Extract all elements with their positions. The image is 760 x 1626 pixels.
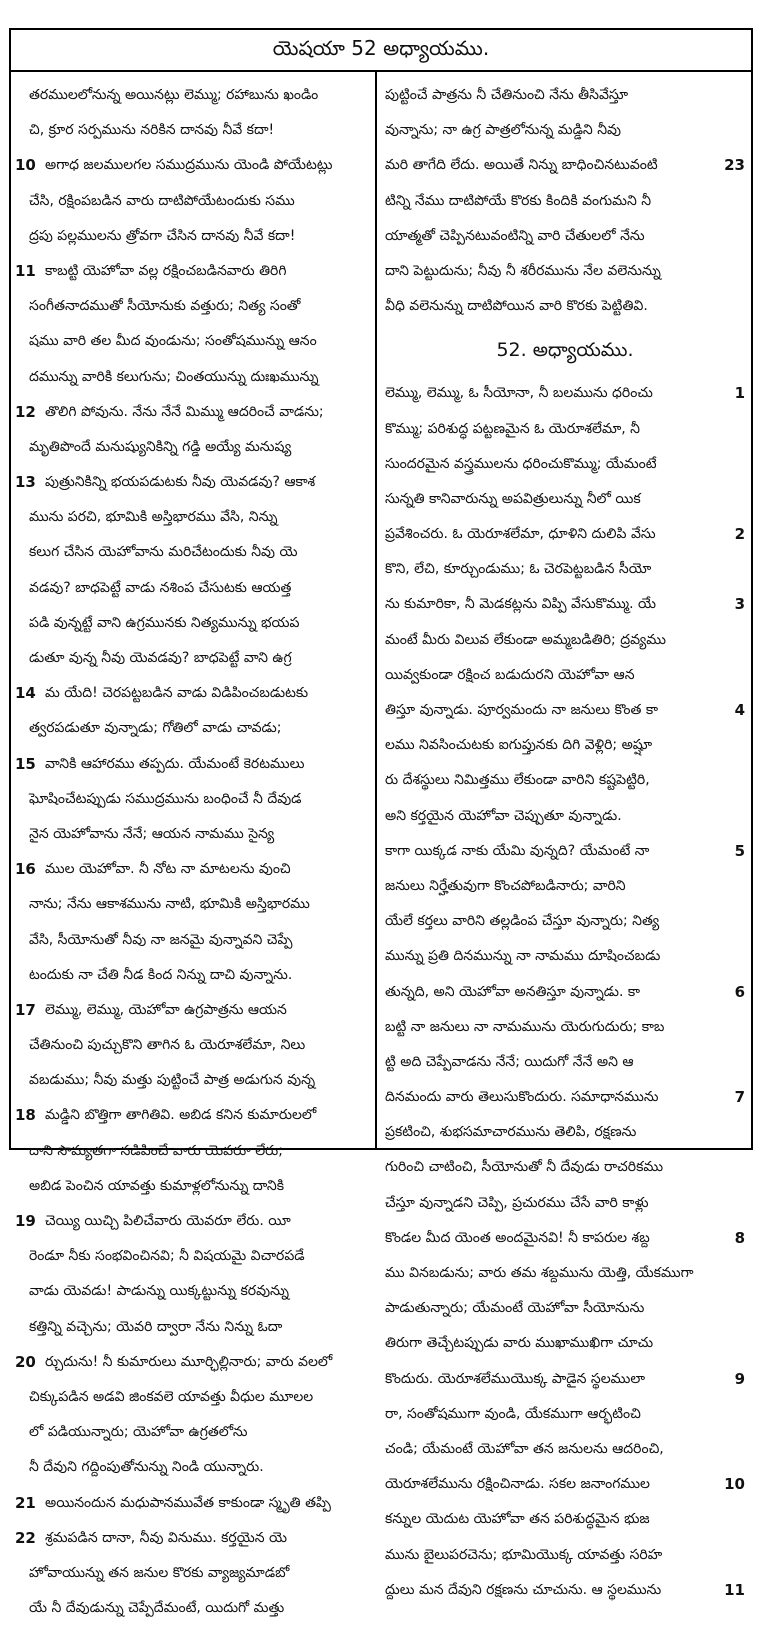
- text-line: [385, 1397, 745, 1432]
- text-line: [385, 658, 745, 693]
- text-line: [385, 1362, 745, 1397]
- line-text: తున్నది, అని యెహోవా అనతిస్తూ వున్నాడు. కా: [385, 983, 641, 1000]
- text-line: [385, 587, 745, 622]
- text-line: [15, 747, 369, 782]
- text-line: [385, 623, 745, 658]
- text-line: [385, 904, 745, 939]
- line-text: ము వినబడును; వారు తమ శబ్దమును యెత్తి, యేకముగా: [385, 1265, 694, 1281]
- line-text: కలుగ చేసిన యెహోవాను మరిచేటందుకు నీవు యె: [29, 544, 298, 561]
- text-line: [15, 711, 369, 746]
- text-line: [15, 1063, 369, 1098]
- verse-number: 10: [15, 156, 36, 175]
- line-text: రా, సంతోషముగా వుండి, యేకముగా ఆర్భటించి: [385, 1405, 641, 1422]
- text-line: [385, 1221, 745, 1256]
- text-line: [385, 447, 745, 482]
- text-line: [15, 465, 369, 500]
- line-text: దినమందు వారు తెలుసుకొందురు. సమాధానమును: [385, 1089, 659, 1106]
- text-line: [385, 184, 745, 219]
- text-line: [15, 1380, 369, 1415]
- verse-number: 18: [15, 1106, 36, 1125]
- line-text: నీ దేవుని గద్దింపుతోనున్ను నిండి యున్నారు.: [29, 1459, 264, 1476]
- line-text: వాడు యెవడు! పాడున్ను యిక్కట్టున్ను కరవున్ను: [29, 1283, 289, 1300]
- text-line: [385, 289, 745, 324]
- verse-number: 4: [734, 701, 745, 719]
- text-line: [15, 1274, 369, 1309]
- text-line: [385, 1080, 745, 1115]
- line-text: మ యేది! చెరపట్టబడిన వాడు విడిపించబడుటకు: [45, 685, 309, 702]
- text-line: [385, 1010, 745, 1045]
- verse-number: 21: [15, 1493, 36, 1512]
- text-line: [15, 1345, 369, 1380]
- verse-number: 15: [15, 754, 36, 773]
- line-text: అబిడ పెంచిన యావత్తు కుమాళ్లలోనున్ను దానికి: [29, 1177, 285, 1194]
- text-line: [385, 939, 745, 974]
- line-text: ద్రపు పల్లములను త్రోవగా చేసిన దానవు నీవే కదా!: [29, 227, 296, 244]
- text-line: [15, 324, 369, 359]
- line-text: ముల యెహోవా. నీ నోట నా మాటలను వుంచి: [45, 861, 291, 878]
- line-text: వడవు? బాధపెట్టే వాడు నశింప చేసుటకు ఆయత్త: [29, 579, 292, 596]
- line-text: కత్తిన్ని వచ్చెను; యెవరి ద్వారా నేను నిన్ను ఓదా: [29, 1318, 283, 1335]
- text-line: [385, 517, 745, 552]
- line-text: గురించి చాటించి, సీయోనుతో నీ దేవుడు రాచరికము: [385, 1159, 664, 1176]
- verse-number: 10: [724, 1475, 745, 1494]
- line-text: లెమ్ము, లెమ్ము, యెహోవా ఉగ్రపాత్రను ఆయన: [45, 1001, 287, 1018]
- verse-number: 5: [734, 841, 745, 860]
- text-line: [15, 500, 369, 535]
- line-text: లము నివసించుటకు ఐగుప్తునకు దిగి వెళ్లిరి; అష్షూ: [385, 737, 653, 754]
- line-text: కొమ్ము; పరిశుద్ధ పట్టణమైన ఓ యెరూశలేమా, నీ: [385, 420, 640, 437]
- verse-number: 13: [15, 473, 36, 492]
- text-line: [15, 219, 369, 254]
- verse-number: 16: [15, 860, 36, 879]
- right-column-top: [385, 78, 745, 324]
- text-line: [15, 1028, 369, 1063]
- text-line: [15, 1098, 369, 1133]
- line-text: మడ్డిని బొత్తిగా తాగితివి. అబిడ కనిన కుమారులలో: [45, 1107, 317, 1124]
- line-text: దాని సౌమ్యతగా నడిపించే వారు యెవరూ లేరు;: [29, 1142, 283, 1159]
- text-line: [385, 1573, 745, 1608]
- line-text: ప్రవేశించరు. ఓ యెరూశలేమా, ధూళిని దులిపి వేసు: [385, 526, 656, 543]
- verse-number: 7: [734, 1088, 745, 1107]
- line-text: కొని, లేచి, కూర్చుండుము; ఓ చెరపెట్టబడిన సీయో: [385, 561, 652, 578]
- page-title: యెషయా 52 అధ్యాయము.: [272, 35, 490, 60]
- text-line: [15, 535, 369, 570]
- line-text: షము వారి తల మీద వుండును; సంతోషమున్ను ఆనం: [29, 333, 317, 350]
- line-text: మును పరచి, భూమికి అస్తిభారము వేసి, నిన్ను: [29, 509, 278, 526]
- text-line: [385, 376, 745, 411]
- text-line: [385, 799, 745, 834]
- verse-number: 11: [15, 261, 36, 280]
- line-text: యే నీ దేవుడున్ను చెప్పేదేమంటే, యిదుగో మత్తు: [29, 1600, 285, 1617]
- line-text: ట్టి అది చెప్పేవాడను నేనే; యిదుగో నేనే అని ఆ: [385, 1053, 634, 1070]
- text-line: [15, 113, 369, 148]
- verse-number: 14: [15, 684, 36, 703]
- line-text: మరి తాగేది లేదు. అయితే నిన్ను బాధించినటువంటి: [385, 157, 658, 174]
- text-line: [385, 1150, 745, 1185]
- line-text: బట్టి నా జనులు నా నామమును యెరుగుదురు; కాబ: [385, 1018, 665, 1035]
- text-line: [385, 148, 745, 183]
- text-line: [385, 1256, 745, 1291]
- text-line: [385, 1115, 745, 1150]
- text-line: [15, 606, 369, 641]
- text-line: [15, 1521, 369, 1556]
- text-line: [15, 852, 369, 887]
- verse-number: 2: [734, 525, 745, 544]
- verse-number: 9: [734, 1369, 745, 1388]
- line-text: కాబట్టి యెహోవా వల్ల రక్షించబడినవారు తిరిగి: [45, 262, 287, 279]
- text-line: [15, 1450, 369, 1485]
- text-line: [15, 887, 369, 922]
- text-line: [15, 289, 369, 324]
- left-column: [11, 72, 377, 1617]
- line-text: వున్నాను; నా ఉగ్ర పాత్రలోనున్న మడ్డిని నీవు: [385, 122, 622, 139]
- line-text: కొండల మీద యెంత అందమైనవి! నీ కాపరుల శబ్ద: [385, 1229, 650, 1246]
- bible-page: [9, 28, 753, 1617]
- text-line: [385, 254, 745, 289]
- line-text: పడి వున్నట్టే వాని ఉగ్రమునకు నిత్యమున్ను భయప: [29, 614, 300, 631]
- line-text: సంగీతనాదముతో సీయోనుకు వత్తురు; నిత్య సంతో: [29, 298, 301, 315]
- text-line: [15, 148, 369, 183]
- verse-number: 11: [724, 1580, 745, 1599]
- line-text: చేస్తూ వున్నాడని చెప్పి, ప్రచురము చేసే వారి కాళ్లు: [385, 1194, 649, 1211]
- text-line: [385, 1432, 745, 1467]
- line-text: సుందరమైన వస్త్రములను ధరించుకొమ్ము; యేమంటే: [385, 455, 657, 472]
- line-text: ను కుమారికా, నీ మెడకట్లను విప్పి వేసుకొమ్ము. యే: [385, 596, 656, 613]
- line-text: వబడుము; నీవు మత్తు పుట్టించే పాత్ర అడుగున వున్న: [29, 1072, 316, 1089]
- line-text: శ్రమపడిన దానా, నీవు వినుము. కర్తయైన యె: [45, 1529, 288, 1546]
- text-line: [15, 1204, 369, 1239]
- line-text: నైన యెహోవాను నేనే; ఆయన నామము సైన్య: [29, 825, 275, 842]
- line-text: చిక్కుపడిన అడవి జింకవలె యావత్తు వీధుల మూలల: [29, 1388, 314, 1405]
- verse-number: 3: [734, 595, 745, 614]
- verse-number: 23: [724, 156, 745, 175]
- line-text: పుత్రునికిన్ని భయపడుటకు నీవు యెవడవు? ఆకాశ: [45, 474, 316, 491]
- text-line: [15, 958, 369, 993]
- line-text: కొందురు. యెరూశలేముయొక్క పాడైన స్థలములా: [385, 1370, 645, 1387]
- text-line: [385, 1186, 745, 1221]
- page-header: [11, 30, 751, 72]
- line-text: తరములలోనున్న అయినట్లు లెమ్ము; రహాబును ఖండిం: [29, 87, 319, 103]
- line-text: తొలిగి పోవును. నేను నేనే మిమ్ము ఆదరించే వాడను;: [45, 403, 324, 420]
- right-column-bottom: [385, 376, 745, 1608]
- line-text: ర్చుదును! నీ కుమారులు మూర్ఛిల్లినారు; వారు వలలో: [45, 1353, 333, 1370]
- line-text: తిరుగా తెచ్చేటప్పుడు వారు ముఖాముఖిగా చూచు: [385, 1335, 654, 1352]
- text-line: [15, 78, 369, 113]
- verse-number: 19: [15, 1212, 36, 1230]
- line-text: యివ్వకుండా రక్షించ బడుదురని యెహోవా ఆన: [385, 666, 635, 683]
- text-line: [15, 1310, 369, 1345]
- text-line: [15, 360, 369, 395]
- text-line: [15, 571, 369, 606]
- line-text: మును బైలుపరచెను; భూమియొక్క యావత్తు సరిహ: [385, 1546, 663, 1563]
- line-text: ప్రకటించి, శుభసమాచారమును తెలిపి, రక్షణను: [385, 1124, 637, 1141]
- line-text: జనులు నిర్హేతువుగా కొంచపోబడినారు; వారిని: [385, 877, 626, 894]
- text-line: [15, 676, 369, 711]
- text-line: [15, 1169, 369, 1204]
- text-line: [385, 869, 745, 904]
- text-line: [15, 1415, 369, 1450]
- line-text: అయినందున మధుపానమువేత కాకుండా స్మృతి తప్పి: [45, 1494, 331, 1511]
- verse-number: 20: [15, 1352, 36, 1371]
- text-line: [385, 78, 745, 113]
- line-text: అగాధ జలములగల సముద్రమును యెండి పోయేటట్లు: [45, 157, 333, 174]
- text-line: [385, 552, 745, 587]
- line-text: వానికి ఆహారము తప్పదు. యేమంటే కెరటములు: [45, 755, 305, 772]
- text-line: [15, 817, 369, 852]
- line-text: చేసి, రక్షింపబడిన వారు దాటిపోయేటందుకు సము: [29, 192, 295, 209]
- line-text: కన్నుల యెదుట యెహోవా తన పరిశుద్ధమైన భుజ: [385, 1511, 650, 1528]
- line-text: లో పడియున్నారు; యెహోవా ఉగ్రతలోను: [29, 1424, 248, 1441]
- text-line: [385, 482, 745, 517]
- verse-number: 12: [15, 402, 36, 421]
- line-text: దాని పెట్టుదును; నీవు నీ శరీరమును నేల వలెనున్ను: [385, 262, 661, 279]
- line-text: చండి; యేమంటే యెహోవా తన జనులను ఆదరించి,: [385, 1440, 664, 1457]
- line-text: ద్దులు మన దేవుని రక్షణను చూచును. ఆ స్థలమును: [385, 1581, 662, 1598]
- text-line: [15, 395, 369, 430]
- line-text: ఘోషించేటప్పుడు సముద్రమును బంధించే నీ దేవుడ: [29, 790, 302, 807]
- text-line: [15, 184, 369, 219]
- line-text: చి, క్రూర సర్పమును నరికిన దానవు నీవే కదా!: [29, 122, 275, 139]
- text-line: [385, 1291, 745, 1326]
- verse-number: 17: [15, 1000, 36, 1019]
- verse-number: 22: [15, 1528, 36, 1547]
- line-text: యెరూశలేమును రక్షించినాడు. సకల జనాంగముల: [385, 1476, 650, 1493]
- text-line: [385, 113, 745, 148]
- right-column: [377, 72, 751, 1599]
- verse-number: 6: [734, 982, 745, 1001]
- text-line: [15, 993, 369, 1028]
- text-line: [15, 1591, 369, 1626]
- text-line: [385, 728, 745, 763]
- text-line: [15, 1239, 369, 1274]
- text-line: [385, 975, 745, 1010]
- line-text: అని కర్తయైన యెహోవా చెప్పుతూ వున్నాడు.: [385, 807, 622, 824]
- text-line: [15, 430, 369, 465]
- line-text: యేలే కర్తలు వారిని తల్లడింప చేస్తూ వున్నారు; నిత్య: [385, 913, 660, 930]
- text-line: [385, 1502, 745, 1537]
- line-text: రెండూ నీకు సంభవించినవి; నీ విషయమై విచారపడే: [29, 1248, 305, 1265]
- verse-number: 1: [734, 384, 745, 403]
- line-text: మంటే మీరు విలువ లేకుండా అమ్మబడితిరి; ద్రవ్యము: [385, 631, 666, 648]
- line-text: తిస్తూ వున్నాడు. పూర్వమందు నా జనులు కొంత కా: [385, 702, 658, 718]
- text-line: [385, 1045, 745, 1080]
- line-text: దమున్ను వారికి కలుగును; చింతయున్ను దుఃఖమున్ను: [29, 368, 319, 385]
- line-text: డుతూ వున్న నీవు యెవడవు? బాధపెట్టే వాని ఉగ్ర: [29, 650, 292, 666]
- text-line: [385, 763, 745, 798]
- verse-number: 8: [734, 1228, 745, 1247]
- line-text: చేతినుంచి పుచ్చుకొని తాగిన ఓ యెరూశలేమా, నిలు: [29, 1037, 306, 1054]
- text-line: [15, 923, 369, 958]
- line-text: రు దేశస్థులు నిమిత్తము లేకుండా వారిని కష్టపెట్టిరి,: [385, 772, 650, 789]
- line-text: యాత్మతో చెప్పినటువంటిన్ని వారి చేతులలో నేను: [385, 227, 645, 244]
- text-line: [385, 1538, 745, 1573]
- text-line: [385, 1326, 745, 1361]
- line-text: వీధి వలెనున్ను దాటిపోయిన వారి కొరకు పెట్టితివి.: [385, 298, 648, 315]
- line-text: వేసి, సీయోనుతో నీవు నా జనమై వున్నావని చెప్పే: [29, 931, 293, 948]
- text-line: [15, 1134, 369, 1169]
- text-line: [15, 782, 369, 817]
- line-text: హోవాయున్ను తన జనుల కొరకు వ్యాజ్యమాడబో: [29, 1564, 290, 1581]
- text-line: [385, 219, 745, 254]
- line-text: పాడుతున్నారు; యేమంటే యెహోవా సీయోనును: [385, 1300, 645, 1317]
- line-text: మున్ను ప్రతి దినమున్ను నా నామము దూషించబడు: [385, 948, 661, 965]
- text-line: [15, 1556, 369, 1591]
- line-text: కాగా యిక్కడ నాకు యేమి వున్నది? యేమంటే నా: [385, 842, 650, 859]
- chapter-heading: 52. అధ్యాయము.: [496, 339, 634, 362]
- text-line: [15, 641, 369, 676]
- text-line: [15, 254, 369, 289]
- line-text: త్వరపడుతూ వున్నాడు; గోతిలో వాడు చావడు;: [29, 720, 282, 737]
- line-text: లెమ్ము, లెమ్ము, ఓ సీయోనా, నీ బలమును ధరించు: [385, 385, 653, 402]
- line-text: పుట్టించే పాత్రను నీ చేతినుంచి నేను తీసివేస్తూ: [385, 87, 629, 103]
- text-line: [385, 693, 745, 728]
- line-text: సున్నతి కానివారున్ను అపవిత్రులున్ను నీలో యిక: [385, 490, 641, 507]
- text-line: [15, 1486, 369, 1521]
- text-line: [385, 1467, 745, 1502]
- line-text: మృతిపొందే మనుష్యునికిన్ని గడ్డి అయ్యే మనుష్య: [29, 438, 292, 455]
- line-text: నాను; నేను ఆకాశమును నాటి, భూమికి అస్తిభారము: [29, 896, 310, 913]
- text-line: [385, 412, 745, 447]
- line-text: చెయ్యి యిచ్చి పిలిచేవారు యెవరూ లేరు. యీ: [45, 1213, 291, 1229]
- text-line: [385, 834, 745, 869]
- line-text: టందుకు నా చేతి నీడ కింద నిన్ను దాచి వున్నాను.: [29, 966, 293, 983]
- line-text: టిన్ని నేము దాటిపోయే కొరకు కిందికి వంగుమని నీ: [385, 192, 652, 209]
